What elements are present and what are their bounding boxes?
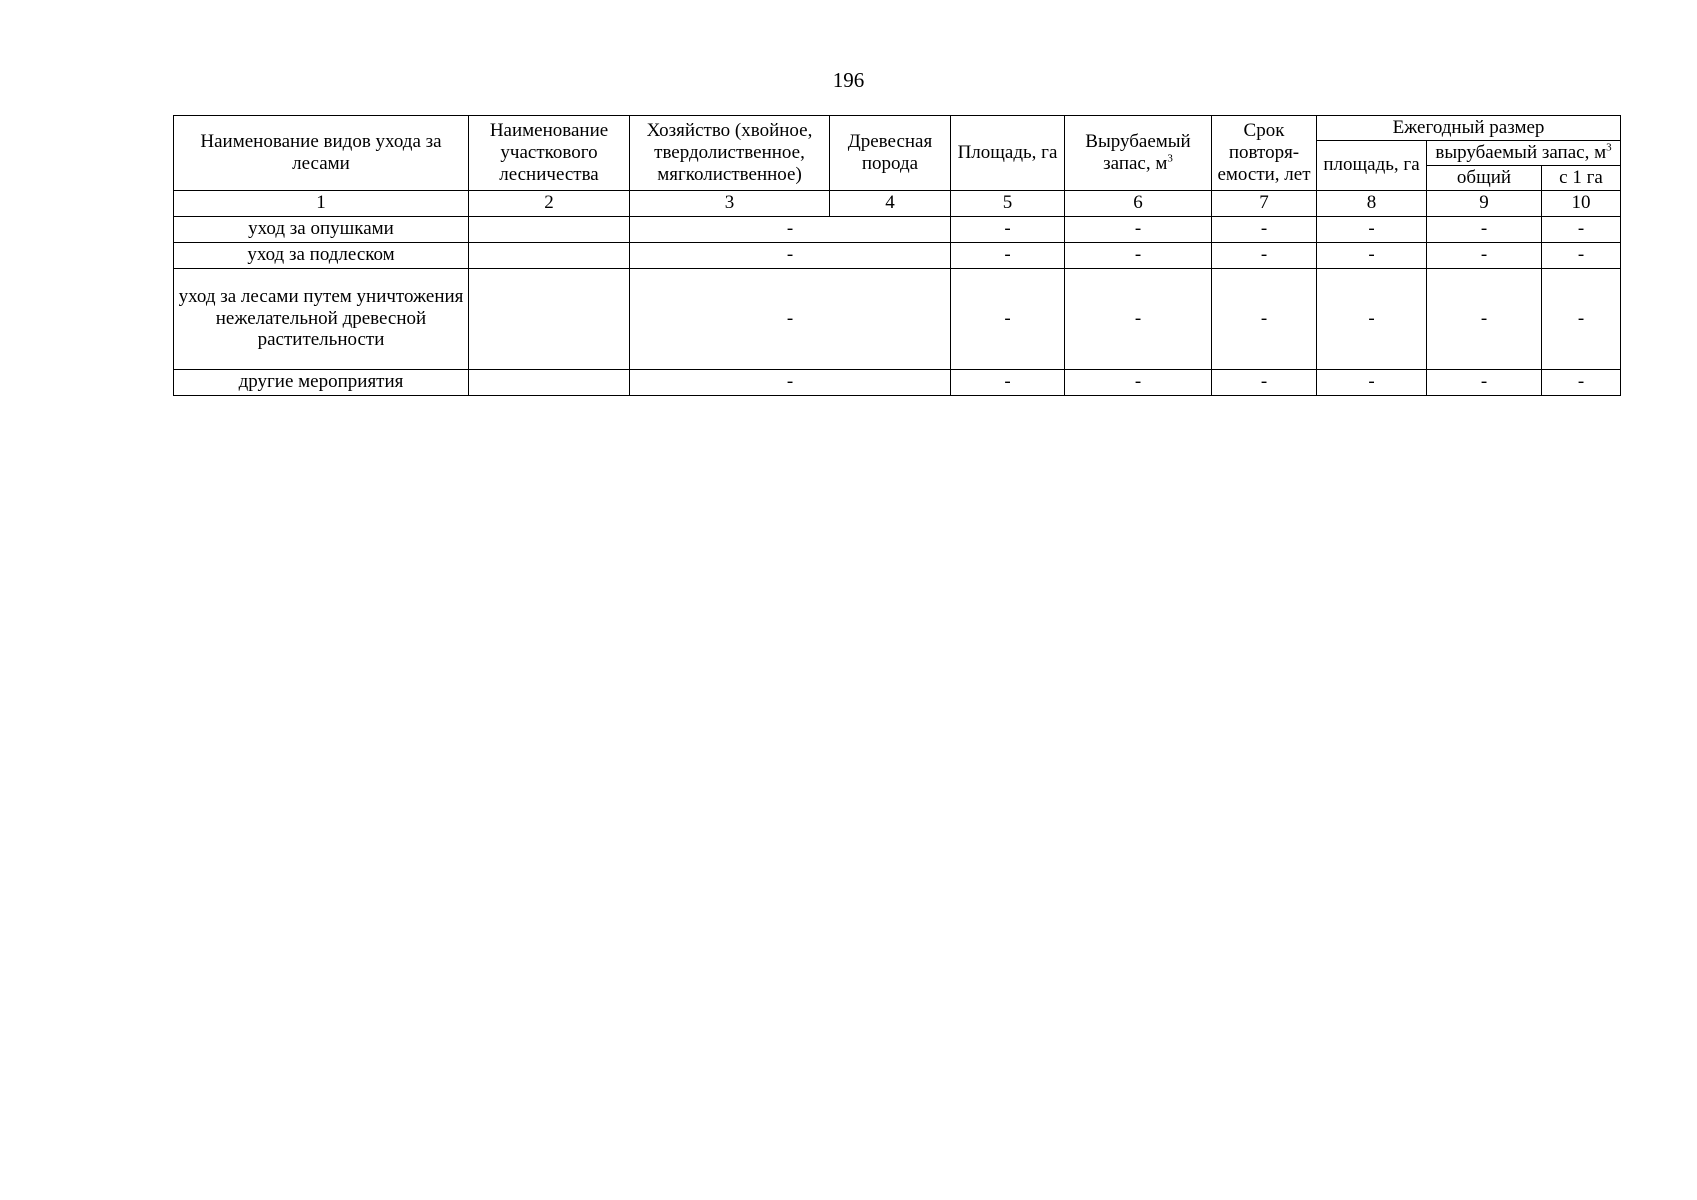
header-farm: Хозяйство (хвойное, твердолиственное, мягколиственное) — [630, 116, 830, 191]
header-care-type: Наименование видов ухода за лесами — [174, 116, 469, 191]
header-species: Древесная порода — [830, 116, 951, 191]
table-row — [174, 268, 1621, 369]
table-row — [174, 216, 1621, 242]
column-number: 9 — [1427, 190, 1542, 216]
header-period: Срок повторя-емости, лет — [1212, 116, 1317, 191]
header-volume-sup: 3 — [1167, 152, 1173, 165]
column-number: 8 — [1317, 190, 1427, 216]
farm-species-cell: - — [630, 242, 951, 268]
volume-cell: - — [1065, 268, 1212, 369]
annual-area-cell: - — [1317, 216, 1427, 242]
column-number: 7 — [1212, 190, 1317, 216]
annual-per-ha-cell: - — [1542, 369, 1621, 395]
care-type-cell: другие мероприятия — [174, 369, 469, 395]
header-annual-per-ha: с 1 га — [1542, 165, 1621, 190]
column-number-row — [174, 190, 1621, 216]
annual-total-cell: - — [1427, 369, 1542, 395]
table-row — [174, 242, 1621, 268]
period-cell: - — [1212, 216, 1317, 242]
area-cell: - — [951, 242, 1065, 268]
period-cell: - — [1212, 369, 1317, 395]
annual-total-cell: - — [1427, 216, 1542, 242]
forestry-cell — [469, 268, 630, 369]
annual-per-ha-cell: - — [1542, 268, 1621, 369]
page-number: 196 — [832, 68, 865, 92]
area-cell: - — [951, 216, 1065, 242]
header-area: Площадь, га — [951, 116, 1065, 191]
header-annual-area: площадь, га — [1317, 140, 1427, 190]
area-cell: - — [951, 369, 1065, 395]
header-annual-total: общий — [1427, 165, 1542, 190]
column-number: 2 — [469, 190, 630, 216]
header-annual-volume — [1427, 140, 1621, 165]
care-type-cell: уход за подлеском — [174, 242, 469, 268]
header-volume — [1065, 116, 1212, 191]
annual-area-cell: - — [1317, 268, 1427, 369]
area-cell: - — [951, 268, 1065, 369]
care-type-cell: уход за опушками — [174, 216, 469, 242]
column-number: 1 — [174, 190, 469, 216]
volume-cell: - — [1065, 242, 1212, 268]
annual-area-cell: - — [1317, 369, 1427, 395]
forestry-cell — [469, 216, 630, 242]
farm-species-cell: - — [630, 268, 951, 369]
forestry-cell — [469, 242, 630, 268]
volume-cell: - — [1065, 216, 1212, 242]
farm-species-cell: - — [630, 369, 951, 395]
period-cell: - — [1212, 268, 1317, 369]
forest-care-table — [173, 115, 1621, 396]
header-annual-group: Ежегодный размер — [1317, 116, 1621, 141]
annual-total-cell: - — [1427, 268, 1542, 369]
farm-species-cell: - — [630, 216, 951, 242]
period-cell: - — [1212, 242, 1317, 268]
column-number: 5 — [951, 190, 1065, 216]
header-annual-volume-sup: 3 — [1606, 141, 1612, 154]
annual-per-ha-cell: - — [1542, 216, 1621, 242]
annual-area-cell: - — [1317, 242, 1427, 268]
column-number: 10 — [1542, 190, 1621, 216]
header-annual-volume-text: вырубаемый запас, м — [1435, 141, 1607, 163]
column-number: 3 — [630, 190, 830, 216]
header-forestry: Наименование участкового лесничества — [469, 116, 630, 191]
care-type-cell: уход за лесами путем уничтожения нежелательной древесной растительности — [174, 268, 469, 369]
table-row — [174, 369, 1621, 395]
column-number: 4 — [830, 190, 951, 216]
column-number: 6 — [1065, 190, 1212, 216]
forestry-cell — [469, 369, 630, 395]
annual-per-ha-cell: - — [1542, 242, 1621, 268]
header-volume-text: Вырубаемый запас, м — [1085, 130, 1191, 174]
volume-cell: - — [1065, 369, 1212, 395]
annual-total-cell: - — [1427, 242, 1542, 268]
